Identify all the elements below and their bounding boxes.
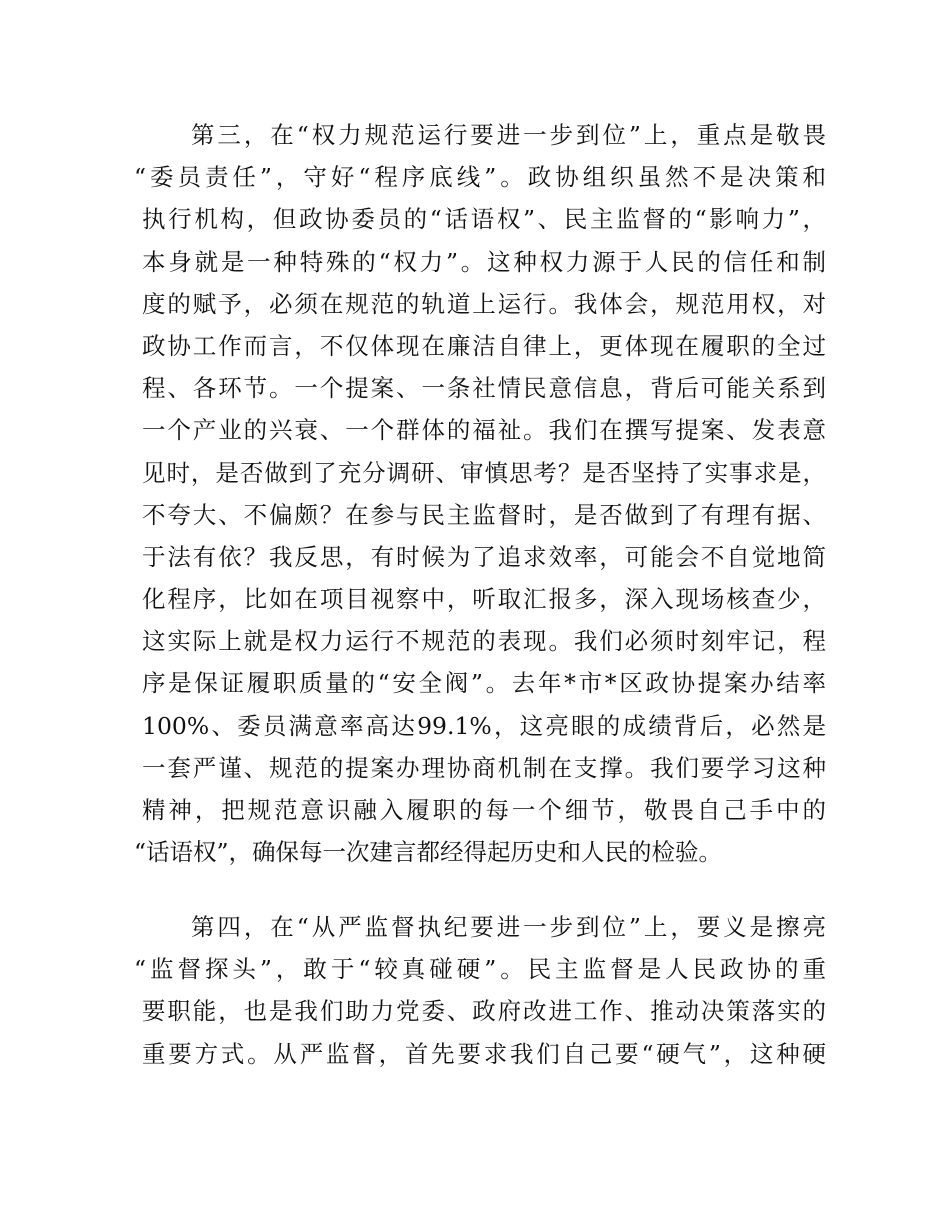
paragraph-fourth-point	[134, 906, 826, 1075]
text-line: 程、各环节。一个提案、一条社情民意信息，背后可能关系到	[142, 374, 826, 403]
text-line: 执行机构，但政协委员的“话语权”、民主监督的“影响力”，	[142, 205, 826, 234]
text-line: 第四，在“从严监督执纪要进一步到位”上，要义是擦亮	[191, 913, 826, 941]
text-line: 要职能，也是我们助力党委、政府改进工作、推动决策落实的	[142, 997, 826, 1026]
text-line: “话语权”，确保每一次建言都经得起历史和人民的检验。	[134, 838, 723, 867]
text-line: 这实际上就是权力运行不规范的表现。我们必须时刻牢记，程	[142, 627, 826, 656]
text-line: 度的赋予，必须在规范的轨道上运行。我体会，规范用权，对	[142, 289, 826, 318]
text-line: 第三，在“权力规范运行要进一步到位”上，重点是敬畏	[191, 121, 826, 149]
text-line: 一个产业的兴衰、一个群体的福祉。我们在撰写提案、发表意	[142, 416, 826, 445]
text-line: 化程序，比如在项目视察中，听取汇报多，深入现场核查少，	[142, 585, 826, 614]
text-line: “监督探头”，敢于“较真碰硬”。民主监督是人民政协的重	[134, 955, 826, 984]
text-line: 重要方式。从严监督，首先要求我们自己要“硬气”，这种硬	[142, 1039, 826, 1068]
text-line: 100%、委员满意率高达99.1%，这亮眼的成绩背后，必然是	[142, 711, 826, 740]
text-line: 于法有依？我反思，有时候为了追求效率，可能会不自觉地简	[142, 542, 826, 571]
paragraph-third-point	[134, 114, 826, 873]
text-line: 不夸大、不偏颇？在参与民主监督时，是否做到了有理有据、	[142, 500, 826, 529]
text-line: 精神，把规范意识融入履职的每一个细节，敬畏自己手中的	[142, 796, 826, 824]
text-line: 政协工作而言，不仅体现在廉洁自律上，更体现在履职的全过	[142, 331, 826, 360]
text-line: “委员责任”，守好“程序底线”。政协组织虽然不是决策和	[134, 163, 826, 192]
text-line: 序是保证履职质量的“安全阀”。去年*市*区政协提案办结率	[142, 669, 826, 698]
text-line: 一套严谨、规范的提案办理协商机制在支撑。我们要学习这种	[142, 753, 826, 782]
text-line: 见时，是否做到了充分调研、审慎思考？是否坚持了实事求是，	[142, 458, 826, 487]
text-line: 本身就是一种特殊的“权力”。这种权力源于人民的信任和制	[142, 247, 826, 276]
